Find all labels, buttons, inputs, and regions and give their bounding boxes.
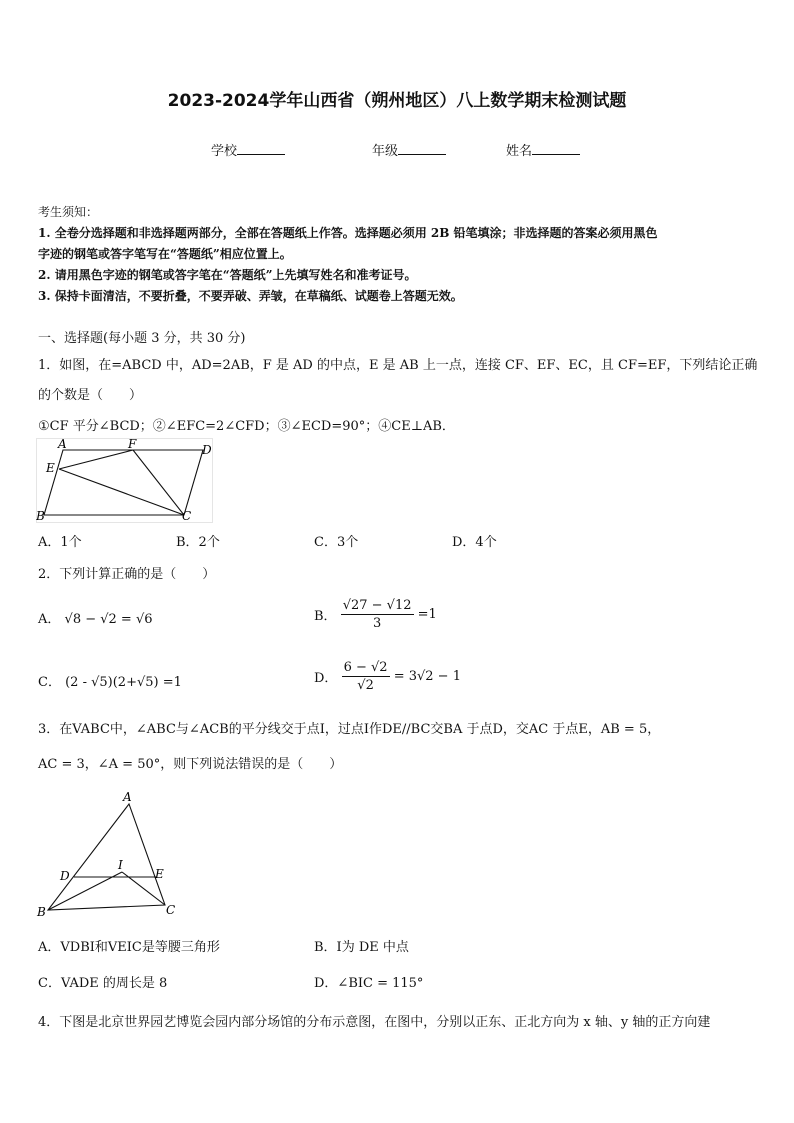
q1-stem-line1: 1．如图，在=ABCD 中，AD=2AB，F 是 AD 的中点，E 是 AB 上一点，连接 CF、EF、EC，且 CF=EF，下列结论正确 (38, 358, 758, 373)
parallelogram-abcd (44, 450, 203, 515)
q1-label-b: B (36, 509, 45, 523)
q1-stem-line2: 的个数是（ ） (38, 388, 143, 403)
q2-d-denominator: √2 (357, 678, 374, 693)
notice-line-2: 字迹的钢笔或答字笔写在“答题纸”相应位置上。 (38, 247, 292, 261)
q2-c-prefix: C． (38, 675, 61, 690)
q2-d-numerator: 6 − √2 (343, 660, 388, 675)
q2-d-rhs: = 3√2 − 1 (393, 669, 461, 684)
notice-line-4: 3. 保持卡面清洁，不要折叠，不要弄破、弄皱，在草稿纸、试题卷上答题无效。 (38, 289, 463, 303)
q2-b-denominator: 3 (372, 616, 382, 631)
q2-b-prefix: B． (314, 609, 337, 624)
q3-label-b: B (37, 905, 46, 919)
q2-d-fraction (342, 659, 390, 694)
grade-label: 年级 (372, 144, 399, 159)
q2-option-c (38, 671, 182, 690)
q3-label-c: C (166, 903, 176, 917)
q3-label-i: I (118, 858, 123, 872)
q2-option-a (38, 608, 153, 627)
segment-ef (59, 450, 133, 469)
name-blank (532, 142, 580, 155)
q2-option-b (314, 597, 437, 632)
q1-option-a: A．1个 (38, 535, 82, 550)
school-blank (237, 142, 285, 155)
q3-stem-line1: 3．在VABC中，∠ABC与∠ACB的平分线交于点I，过点I作DE//BC交BA 于点D，交AC 于点E，AB = 5， (38, 722, 661, 737)
q1-option-d: D．4个 (452, 535, 497, 550)
q3-stem-line2: AC = 3，∠A = 50°，则下列说法错误的是（ ） (38, 757, 343, 772)
q3-option-a: A．VDBI和VEIC是等腰三角形 (38, 940, 220, 955)
q2-b-numerator: √27 − √12 (342, 598, 412, 613)
q3-label-d: D (60, 869, 70, 883)
notice-line-3: 2. 请用黑色字迹的钢笔或答字笔在“答题纸”上先填写姓名和准考证号。 (38, 268, 417, 282)
q2-c-expression: (2 - √5)(2+√5) =1 (65, 675, 182, 690)
q3-figure-triangle (34, 788, 184, 920)
school-field (211, 140, 285, 159)
grade-field (372, 140, 446, 159)
q2-b-rhs: =1 (417, 607, 437, 622)
q3-label-e: E (155, 867, 164, 881)
page-title: 2023-2024学年山西省（朔州地区）八上数学期末检测试题 (167, 91, 627, 111)
q3-option-b: B．I为 DE 中点 (314, 940, 409, 955)
notice-heading: 考生须知： (38, 205, 99, 219)
q2-option-d (314, 659, 461, 694)
q1-label-f: F (128, 438, 137, 451)
q1-figure-parallelogram (36, 438, 216, 524)
q1-option-c: C．3个 (314, 535, 359, 550)
name-label: 姓名 (506, 144, 533, 159)
school-label: 学校 (211, 144, 238, 159)
q3-option-c: C．VADE 的周长是 8 (38, 976, 168, 991)
q1-label-c: C (182, 509, 192, 523)
q1-conclusions: ①CF 平分∠BCD；②∠EFC=2∠CFD；③∠ECD=90°；④CE⊥AB． (38, 419, 455, 434)
q2-d-prefix: D． (314, 671, 338, 686)
name-field (506, 140, 580, 159)
grade-blank (398, 142, 446, 155)
q3-option-d: D．∠BIC = 115° (314, 976, 424, 991)
q1-label-d: D (202, 443, 212, 457)
triangle-abc (48, 804, 165, 910)
q3-label-a: A (123, 790, 132, 804)
q2-stem: 2．下列计算正确的是（ ） (38, 567, 216, 582)
q2-b-fraction (341, 597, 414, 632)
section-heading: 一、选择题(每小题 3 分，共 30 分) (38, 331, 246, 346)
q2-a-expression: √8 − √2 = √6 (64, 612, 153, 627)
q1-label-e: E (46, 461, 55, 475)
q2-a-prefix: A． (38, 612, 61, 627)
notice-line-1: 1. 全卷分选择题和非选择题两部分，全部在答题纸上作答。选择题必须用 2B 铅笔填涂；非选择题的答案必须用黑色 (38, 226, 658, 240)
q1-label-a: A (58, 438, 67, 451)
q1-option-b: B．2个 (176, 535, 220, 550)
segment-ec (59, 469, 184, 515)
q4-stem-line1: 4．下图是北京世界园艺博览会园内部分场馆的分布示意图，在图中，分别以正东、正北方向为 x 轴、y 轴的正方向建 (38, 1015, 711, 1030)
